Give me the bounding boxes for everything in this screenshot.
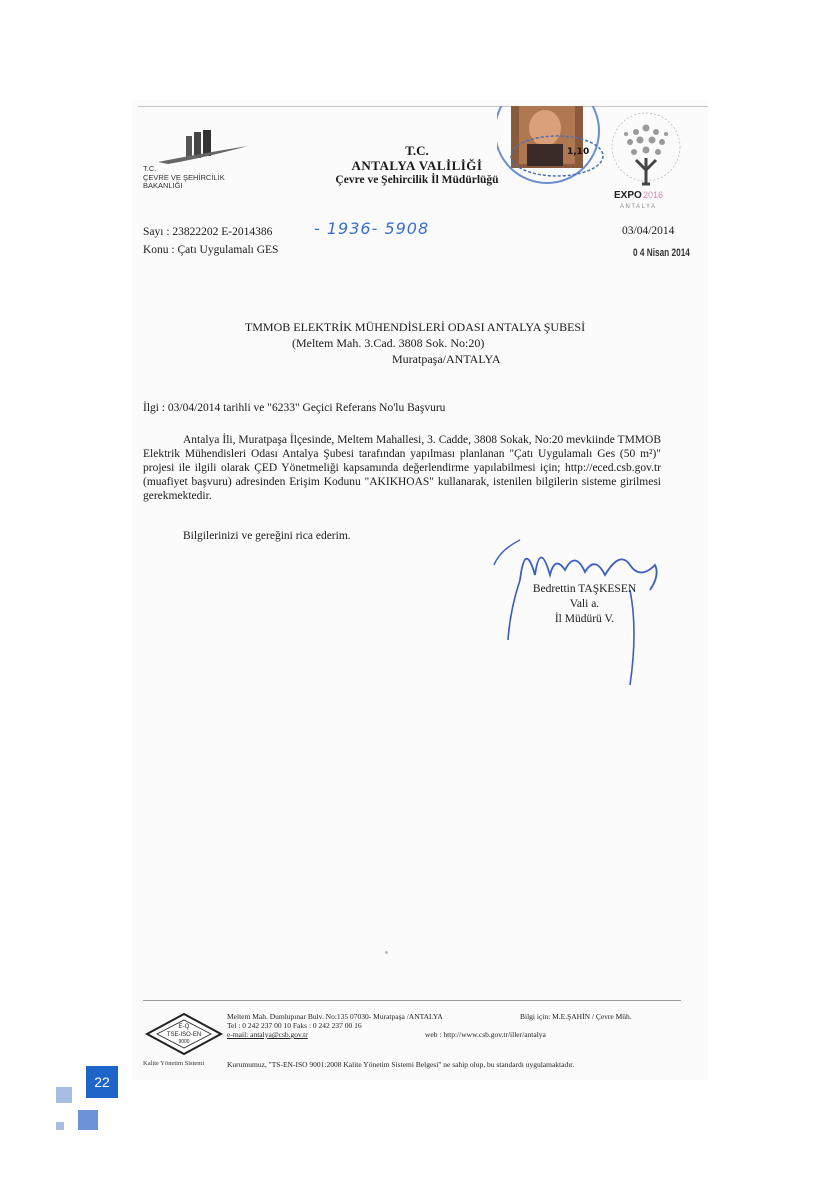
footer-rule — [143, 1000, 681, 1001]
addressee-city: Muratpaşa/ANTALYA — [392, 352, 501, 366]
footer-contact — [227, 1012, 443, 1039]
signatory-title2: İl Müdürü V. — [554, 613, 615, 625]
addressee-name: TMMOB ELEKTRİK MÜHENDİSLERİ ODASI ANTALYA ŞUBESİ — [244, 320, 586, 334]
handwritten-number: - 1936- 5908 — [314, 219, 430, 238]
ministry-logo-line2: ÇEVRE VE ŞEHİRCİLİK — [143, 172, 225, 182]
page-number: 22 — [86, 1066, 118, 1098]
addressee-address: (Meltem Mah. 3.Cad. 3808 Sok. No:20) — [292, 336, 485, 350]
footer-certification-note: Kurumumuz, "TS-EN-ISO 9001:2008 Kalite Yönetim Sistemi Belgesi" ne sahip olup, bu standardı uygulamaktadır. — [227, 1060, 575, 1069]
ministry-logo-text — [143, 165, 273, 191]
kalite-label: Kalite Yönetim Sistemi — [143, 1060, 205, 1067]
expo-logo — [606, 112, 686, 222]
speck — [385, 951, 388, 954]
decor-square-3 — [56, 1122, 64, 1130]
body-paragraph: Antalya İli, Muratpaşa İlçesinde, Meltem Mahallesi, 3. Cadde, 3808 Sokak, No:20 mevkiinde TMMOB Elektrik Mühendisleri Odası Antalya Şubesi tarafından yapılması planlanan "Çatı Uygulamalı Ges (50 m²)" projesi ile ilgili olarak ÇED Yönetmeliği kapsamında değerlendirme yapılabilmesi için; http://eced.csb.gov.tr (muafiyet başvuru) adresinden Erişim Kodunu "AKIKHOAS" kullanarak, istenilen bilgilerin sisteme girilmesi gerekmektedir. — [143, 434, 661, 502]
expo-year: 2016 — [643, 190, 664, 200]
stamp-value: 1,10 — [567, 147, 590, 157]
signatory-name: Bedrettin TAŞKESEN — [532, 583, 637, 595]
addressee-block — [200, 319, 650, 367]
typed-date: 03/04/2014 — [622, 225, 675, 237]
footer-tel: Tel : 0 242 237 00 10 Faks : 0 242 237 00 16 — [227, 1021, 362, 1030]
footer-info: Bilgi için: M.E.ŞAHİN / Çevre Müh. — [520, 1012, 632, 1021]
expo-title: EXPO — [614, 190, 642, 201]
footer-address: Meltem Mah. Dumlupınar Bulv. No:135 07030- Muratpaşa /ANTALYA — [227, 1012, 443, 1021]
body-text — [143, 433, 661, 503]
footer-email[interactable]: e-mail: antalya@csb.gov.tr — [227, 1030, 308, 1039]
header-valilik: ANTALYA VALİLİĞİ — [351, 158, 483, 173]
postage-stamp — [497, 106, 607, 186]
signature-block — [517, 582, 652, 627]
sayi-line: Sayı : 23822202 E-2014386 — [143, 226, 273, 238]
date-stamp: 0 4 Nisan 2014 — [633, 247, 690, 259]
cert-logo-line1: E-Q — [178, 1024, 190, 1030]
expo-tree-icon — [606, 112, 686, 222]
cert-logo-line2: TSE-ISO-EN — [166, 1032, 202, 1038]
decor-square-4 — [78, 1110, 98, 1130]
expo-city: ANTALYA — [620, 204, 657, 210]
header-tc: T.C. — [405, 143, 429, 158]
ministry-logo-line3: BAKANLIĞI — [143, 181, 183, 190]
decor-square-1 — [56, 1087, 72, 1103]
cert-logo-line3: 9000 — [178, 1039, 190, 1045]
letter-top-rule — [138, 106, 708, 107]
konu-line: Konu : Çatı Uygulamalı GES — [143, 244, 279, 256]
tse-certification-logo — [143, 1010, 225, 1062]
signatory-title1: Vali a. — [569, 598, 600, 610]
closing-line: Bilgilerinizi ve gereğini rica ederim. — [183, 530, 351, 542]
header-mudurluk: Çevre ve Şehircilik İl Müdürlüğü — [335, 174, 499, 186]
footer-web[interactable]: web : http://www.csb.gov.tr/iller/antalya — [425, 1030, 546, 1039]
ministry-logo-line1: T.C. — [143, 164, 157, 173]
postage-stamp-icon — [497, 106, 607, 186]
ilgi-line: İlgi : 03/04/2014 tarihli ve "6233" Geçici Referans No'lu Başvuru — [143, 402, 446, 414]
